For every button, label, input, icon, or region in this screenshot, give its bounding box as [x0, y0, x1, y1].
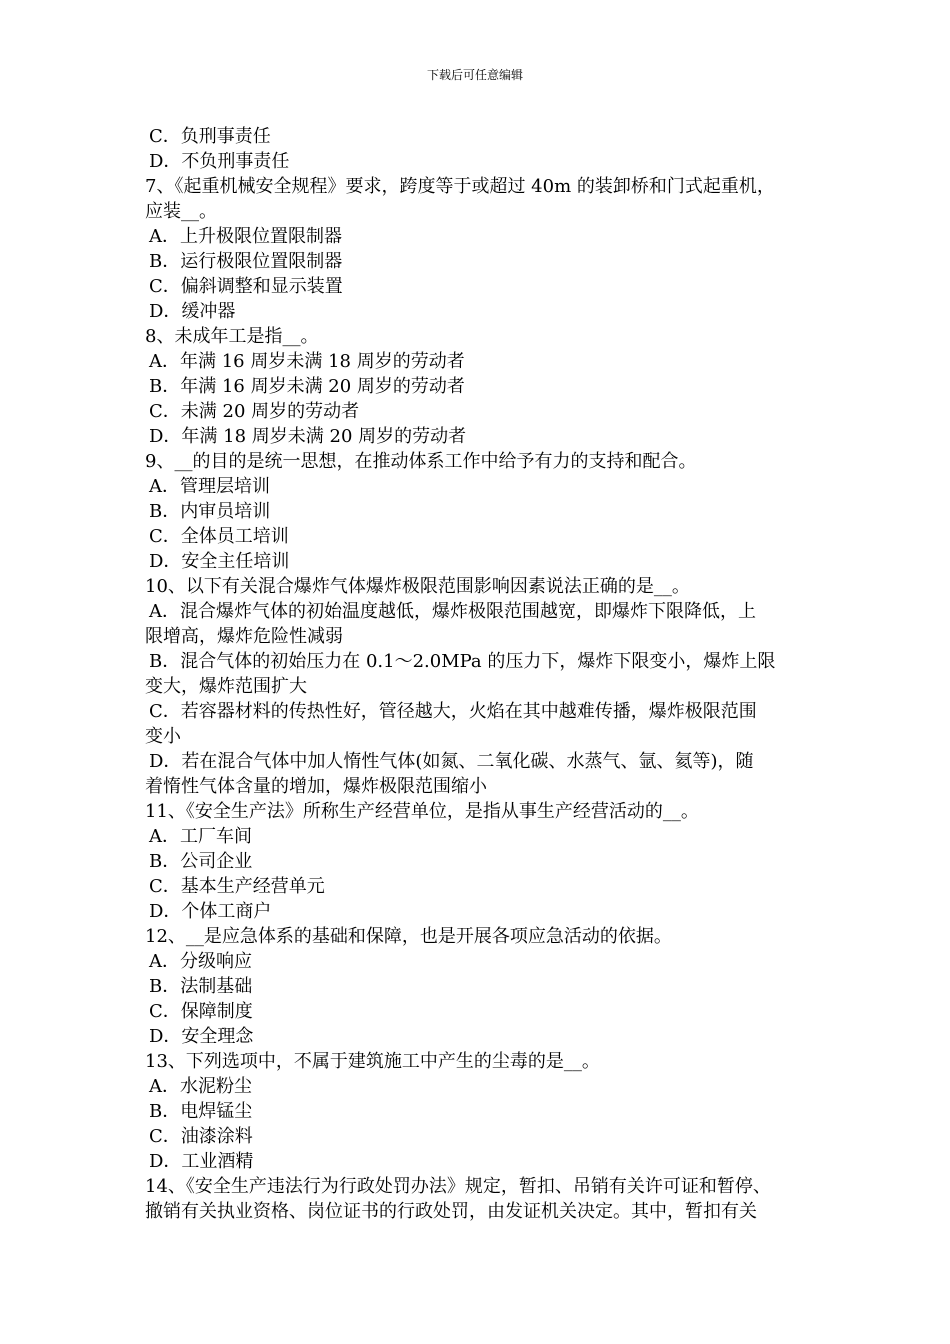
answer-option-line: C．全体员工培训	[149, 526, 289, 547]
answer-option-line: D．缓冲器	[149, 301, 236, 322]
answer-option-line: B．公司企业	[149, 851, 253, 872]
answer-option-line: C．保障制度	[149, 1001, 253, 1022]
answer-option-line: C．若容器材料的传热性好，管径越大，火焰在其中越难传播，爆炸极限范围	[149, 701, 757, 722]
question-text-line: 12、__是应急体系的基础和保障，也是开展各项应急活动的依据。	[145, 926, 672, 947]
answer-option-line: A．工厂车间	[149, 826, 252, 847]
question-text-line: 14、《安全生产违法行为行政处罚办法》规定，暂扣、吊销有关许可证和暂停、	[145, 1176, 771, 1197]
page-header: 下载后可任意编辑	[426, 68, 523, 82]
answer-option-line: A．分级响应	[149, 951, 252, 972]
answer-option-line: C．负刑事责任	[149, 126, 271, 147]
question-text-line: 8、未成年工是指__。	[145, 326, 319, 347]
answer-option-line: D．若在混合气体中加人惰性气体(如氮、二氧化碳、水蒸气、氩、氦等)，随	[149, 751, 754, 772]
answer-option-line: C．油漆涂料	[149, 1126, 253, 1147]
question-text-line: 变小	[145, 726, 181, 747]
answer-option-line: B．混合气体的初始压力在 0.1～2.0MPa 的压力下，爆炸下限变小，爆炸上限	[149, 651, 776, 672]
question-text-line: 9、__的目的是统一思想，在推动体系工作中给予有力的支持和配合。	[145, 451, 697, 472]
answer-option-line: C．基本生产经营单元	[149, 876, 325, 897]
answer-option-line: B．法制基础	[149, 976, 253, 997]
question-text-line: 7、《起重机械安全规程》要求，跨度等于或超过 40m 的装卸桥和门式起重机，	[145, 176, 775, 197]
answer-option-line: C．偏斜调整和显示装置	[149, 276, 343, 297]
answer-option-line: A．管理层培训	[149, 476, 270, 497]
answer-option-line: B．电焊锰尘	[149, 1101, 253, 1122]
answer-option-line: D．安全理念	[149, 1026, 254, 1047]
answer-option-line: A．上升极限位置限制器	[149, 226, 342, 247]
answer-option-line: B．运行极限位置限制器	[149, 251, 343, 272]
answer-option-line: A．混合爆炸气体的初始温度越低，爆炸极限范围越宽，即爆炸下限降低，上	[149, 601, 756, 622]
answer-option-line: D．不负刑事责任	[149, 151, 290, 172]
answer-option-line: B．年满 16 周岁未满 20 周岁的劳动者	[149, 376, 465, 397]
answer-option-line: D．个体工商户	[149, 901, 272, 922]
question-text-line: 限增高，爆炸危险性减弱	[145, 626, 343, 647]
question-text-line: 应装__。	[145, 201, 217, 222]
answer-option-line: A．水泥粉尘	[149, 1076, 252, 1097]
document-body	[145, 124, 825, 1224]
question-text-line: 变大，爆炸范围扩大	[145, 676, 307, 697]
question-text-line: 13、下列选项中，不属于建筑施工中产生的尘毒的是__。	[145, 1051, 600, 1072]
question-text-line: 撤销有关执业资格、岗位证书的行政处罚，由发证机关决定。其中，暂扣有关	[145, 1201, 757, 1222]
question-text-line: 着惰性气体含量的增加，爆炸极限范围缩小	[145, 776, 487, 797]
answer-option-line: D．工业酒精	[149, 1151, 254, 1172]
answer-option-line: C．未满 20 周岁的劳动者	[149, 401, 360, 422]
answer-option-line: D．年满 18 周岁未满 20 周岁的劳动者	[149, 426, 467, 447]
question-text-line: 11、《安全生产法》所称生产经营单位，是指从事生产经营活动的__。	[145, 801, 699, 822]
answer-option-line: D．安全主任培训	[149, 551, 290, 572]
question-text-line: 10、以下有关混合爆炸气体爆炸极限范围影响因素说法正确的是__。	[145, 576, 690, 597]
answer-option-line: B．内审员培训	[149, 501, 271, 522]
answer-option-line: A．年满 16 周岁未满 18 周岁的劳动者	[149, 351, 465, 372]
